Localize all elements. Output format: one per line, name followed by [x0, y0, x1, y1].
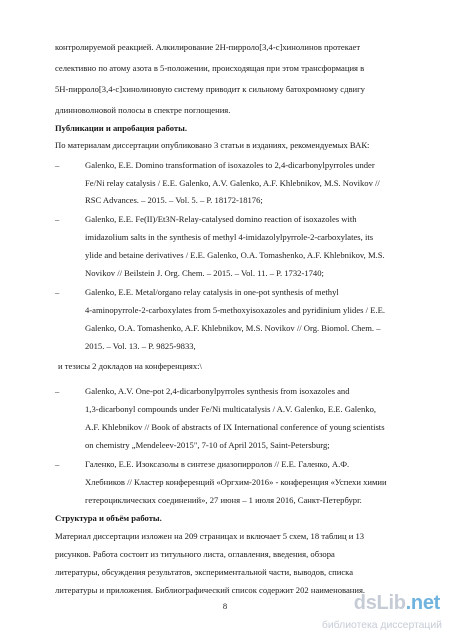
publications-lead: По материалам диссертации опубликовано 3 статьи в изданиях, рекомендуемых ВАК: — [55, 140, 370, 150]
publication-item-1-cont — [55, 193, 412, 207]
watermark-brand — [353, 592, 440, 614]
theses-lead: и тезисы 2 докладов на конференциях:\ — [58, 361, 202, 371]
list-dash: – — [55, 214, 60, 224]
publication-item-2-cont — [55, 230, 412, 244]
publication-line: RSC Advances. – 2015. – Vol. 5. – P. 18172-18176; — [85, 195, 263, 205]
structure-line-1: Материал диссертации изложен на 209 страницах и включает 5 схем, 18 таблиц и 13 — [55, 531, 365, 541]
thesis-item-1-cont — [55, 420, 412, 434]
publication-item-2-cont — [55, 248, 412, 262]
list-dash: – — [55, 287, 60, 297]
watermark-logo — [321, 592, 444, 632]
publication-line: imidazolium salts in the synthesis of methyl 4-imidazolylpyrrole-2-carboxylates, its — [85, 232, 374, 242]
list-dash: – — [55, 386, 60, 396]
thesis-item-2 — [55, 457, 412, 471]
thesis-line: 1,3-dicarbonyl compounds under Fe/Ni multicatalysis / A.V. Galenko, E.E. Galenko, — [85, 404, 377, 414]
intro-line-1: контролируемой реакцией. Алкилирование 2H-пирроло[3,4-c]хинолинов протекает — [55, 42, 361, 52]
thesis-line: Галенко, Е.Е. Изоксазолы в синтезе диазопирролов // Е.Е. Галенко, А.Ф. — [85, 459, 350, 469]
publication-line: Fe/Ni relay catalysis / E.E. Galenko, A.V. Galenko, A.F. Khlebnikov, M.S. Novikov // — [85, 178, 380, 188]
publications-heading: Публикации и апробация работы. — [55, 123, 187, 133]
thesis-item-2-cont — [55, 475, 412, 489]
watermark-brand-b: .net — [405, 592, 440, 614]
list-dash: – — [55, 459, 60, 469]
publication-item-2 — [55, 212, 412, 226]
publication-line: 4-aminopyrrole-2-carboxylates from 5-methoxyisoxazoles and pyridinium ylides / E.E. — [85, 305, 385, 315]
list-dash: – — [55, 160, 60, 170]
publication-line: Galenko, O.A. Tomashenko, A.F. Khlebnikov, M.S. Novikov // Org. Biomol. Chem. – — [85, 323, 381, 333]
thesis-line: on chemistry „Mendeleev-2015", 7-10 of April 2015, Saint-Petersburg; — [85, 440, 330, 450]
thesis-item-1 — [55, 384, 412, 398]
publication-line: Galenko, E.E. Domino transformation of isoxazoles to 2,4-dicarbonylpyrroles under — [85, 160, 375, 170]
intro-line-2: селективно по атому азота в 5-положении, происходящая при этом трансформация в — [55, 63, 365, 73]
thesis-item-2-cont — [55, 493, 412, 507]
thesis-line: Galenko, A.V. One-pot 2,4-dicarbonylpyrroles synthesis from isoxazoles and — [85, 386, 350, 396]
structure-line-2: рисунков. Работа состоит из титульного листа, оглавления, введения, обзора — [55, 549, 335, 559]
publication-item-3 — [55, 285, 412, 299]
thesis-line: Хлебников // Кластер конференций «Оргхим-2016» - конференция «Успехи химии — [85, 477, 387, 487]
publication-item-2-cont — [55, 266, 412, 280]
publication-line: Novikov // Beilstein J. Org. Chem. – 2015. – Vol. 11. – P. 1732-1740; — [85, 268, 324, 278]
structure-line-4: литературы и приложения. Библиографический список содержит 202 наименования. — [55, 585, 366, 595]
watermark-brand-a: dsLib — [353, 592, 406, 614]
publication-item-3-cont — [55, 303, 412, 317]
page-number: 8 — [222, 601, 228, 611]
thesis-line: гетероциклических соединений», 27 июня – 1 июля 2016, Санкт-Петербург. — [85, 495, 362, 505]
publication-item-3-cont — [55, 321, 412, 335]
publication-item-1-cont — [55, 176, 412, 190]
watermark-tagline: библиотека диссертаций — [321, 620, 442, 631]
thesis-line: A.F. Khlebnikov // Book of abstracts of IX International conference of young scientists — [85, 422, 385, 432]
publication-line: ylide and betaine derivatives / E.E. Galenko, O.A. Tomashenko, A.F. Khlebnikov, M.S. — [85, 250, 385, 260]
publication-line: Galenko, E.E. Metal/organo relay catalysis in one-pot synthesis of methyl — [85, 287, 339, 297]
publication-item-1 — [55, 158, 412, 172]
structure-heading: Структура и объём работы. — [55, 513, 162, 523]
publication-line: Galenko, E.E. Fe(II)/Et3N-Relay-catalysed domino reaction of isoxazoles with — [85, 214, 357, 224]
publication-line: 2015. – Vol. 13. – P. 9825-9833, — [85, 341, 196, 351]
publication-item-3-cont — [55, 339, 412, 353]
structure-line-3: литературы, обсуждения результатов, экспериментальной части, выводов, списка — [55, 567, 354, 577]
intro-line-4: длинноволновой полосы в спектре поглощения. — [55, 105, 231, 115]
intro-line-3: 5H-пирроло[3,4-c]хинолиновую систему приводит к сильному батохромному сдвигу — [55, 84, 365, 94]
thesis-item-1-cont — [55, 402, 412, 416]
thesis-item-1-cont — [55, 438, 412, 452]
